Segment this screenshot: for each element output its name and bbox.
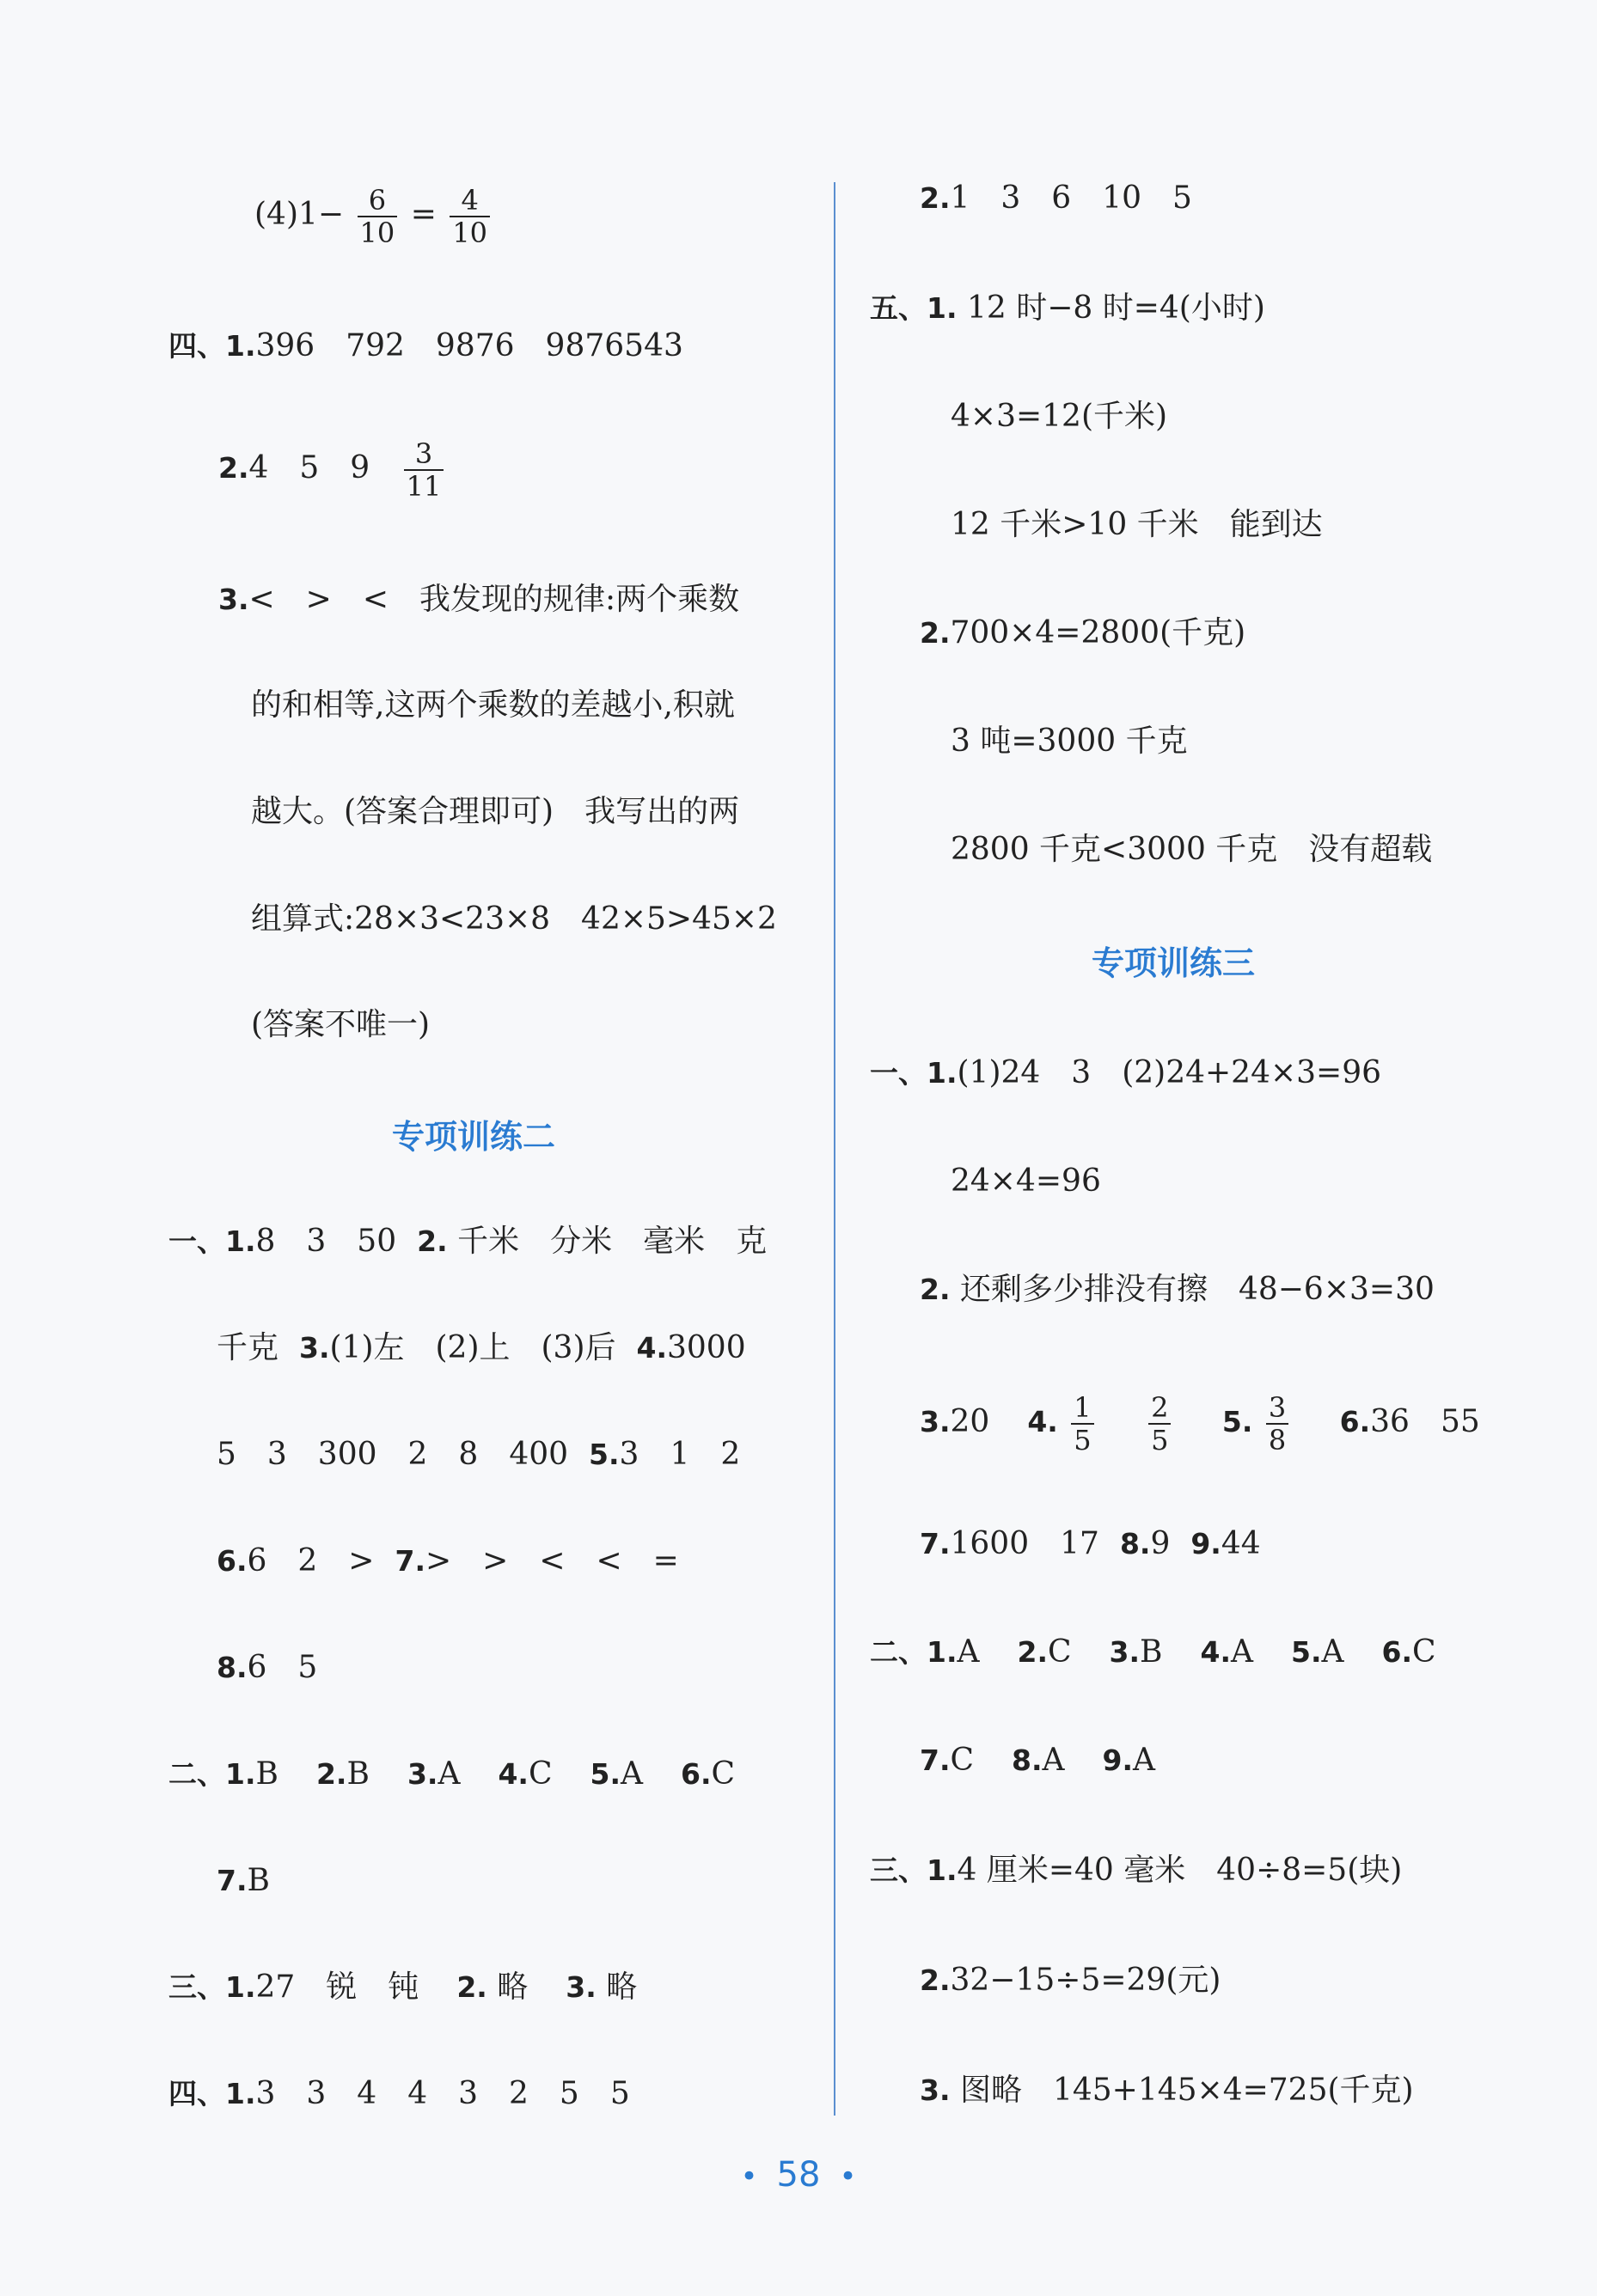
question-label: 7. (395, 1544, 425, 1578)
answer-text: 千克 (217, 1330, 279, 1365)
question-label: 5. (1221, 1405, 1253, 1438)
numerator: 2 (1148, 1392, 1171, 1425)
answer-text: 27 锐 钝 (255, 1969, 419, 2005)
answer-line (218, 438, 447, 502)
answer-line (217, 1542, 679, 1581)
answer-line (254, 185, 493, 248)
question-label: 4. (1200, 1635, 1232, 1669)
answer-text: B (1140, 1634, 1163, 1670)
question-label: 二、1. (168, 1757, 256, 1791)
question-label: 一、1. (168, 1224, 256, 1258)
answer-text: 3 1 2 (619, 1437, 741, 1472)
answer-text: < > < 我发现的规律:两个乘数 (248, 582, 740, 617)
question-label: 五、1. (870, 291, 958, 325)
denominator: 5 (1074, 1424, 1092, 1456)
numerator: 6 (358, 185, 398, 217)
fraction (450, 185, 490, 248)
question-label: 2. (920, 181, 951, 215)
question-label: 2. (315, 1757, 347, 1791)
answer-text: 396 792 9876 9876543 (255, 328, 683, 363)
answer-line (168, 1755, 735, 1794)
answer-line (217, 1861, 270, 1901)
answer-text: 1 3 6 10 5 (950, 180, 1192, 216)
answer-text: 36 55 (1370, 1404, 1480, 1439)
answer-text: 略 (497, 1969, 529, 2005)
answer-text: A (1133, 1743, 1156, 1778)
denominator: 5 (1151, 1424, 1169, 1456)
answer-line (217, 1435, 740, 1475)
answer-text: C (1048, 1634, 1072, 1670)
question-label: 6. (1381, 1635, 1413, 1669)
text: (4)1− (254, 197, 345, 232)
question-label: 3. (1109, 1635, 1141, 1669)
question-label: 7. (920, 1527, 951, 1560)
answer-text: A (1042, 1743, 1065, 1778)
answer-text: 8 3 50 (255, 1224, 397, 1259)
answer-text: 6 5 (247, 1650, 318, 1685)
dot-icon: • (740, 2159, 758, 2194)
answer-text: 6 2 > (247, 1543, 375, 1578)
answer-text: 4 厘米=40 毫米 40÷8=5(块) (957, 1853, 1403, 1888)
answer-text: 4×3=12(千米) (951, 399, 1168, 434)
page-number (0, 2155, 1597, 2195)
question-label: 6. (680, 1757, 712, 1791)
question-label: 9. (1190, 1527, 1221, 1560)
question-label: 2. (920, 1273, 951, 1306)
answer-text: A (620, 1756, 643, 1792)
denominator: 11 (406, 470, 442, 503)
answer-line (168, 1222, 767, 1261)
answer-text: A (437, 1756, 461, 1792)
question-label: 3. (299, 1331, 330, 1365)
answer-text: 4 5 9 (248, 450, 370, 485)
answer-text: 越大。(答案合理即可) 我写出的两 (251, 794, 740, 829)
question-label: 4. (498, 1757, 529, 1791)
question-label: 6. (217, 1544, 248, 1578)
fraction (1071, 1392, 1093, 1456)
question-label: 3. (218, 583, 249, 616)
question-label: 四、1. (168, 2077, 256, 2110)
answer-line (920, 1524, 1261, 1564)
answer-text: 略 (606, 1969, 638, 2005)
question-label: 3. (920, 1405, 951, 1438)
answer-text: 700×4=2800(千克) (950, 615, 1246, 650)
question-label: 4. (636, 1331, 667, 1365)
answer-text: B (346, 1756, 370, 1792)
answer-text: 还剩多少排没有擦 48−6×3=30 (959, 1272, 1435, 1307)
question-label: 7. (217, 1864, 248, 1897)
answer-text: (1)左 (2)上 (3)后 (329, 1330, 616, 1365)
answer-line (870, 1053, 1381, 1093)
section-title: 专项训练三 (1092, 944, 1256, 982)
question-label: 6. (1339, 1405, 1371, 1438)
answer-line (920, 1741, 1155, 1780)
answer-line (870, 1851, 1402, 1890)
question-label: 8. (1012, 1743, 1043, 1777)
answer-text: C (1412, 1634, 1436, 1670)
answer-line (920, 1270, 1435, 1310)
text: = (410, 197, 437, 232)
answer-text: C (711, 1756, 736, 1792)
question-label: 2. (920, 1963, 951, 1997)
numerator: 1 (1071, 1392, 1093, 1425)
page-number-value: 58 (776, 2155, 821, 2195)
answer-text: C (528, 1756, 553, 1792)
question-label: 四、1. (168, 329, 256, 363)
answer-text: 3 3 4 4 3 2 5 5 (255, 2076, 630, 2111)
denominator: 8 (1268, 1424, 1287, 1456)
question-label: 8. (217, 1651, 248, 1684)
question-label: 5. (1291, 1635, 1322, 1669)
answer-text: 24×4=96 (951, 1163, 1101, 1199)
question-label: 2. (417, 1224, 448, 1258)
answer-line (870, 289, 1265, 328)
answer-text: A (1321, 1634, 1344, 1670)
answer-line (217, 1648, 317, 1688)
question-label: 7. (920, 1743, 951, 1777)
answer-text: B (247, 1863, 270, 1898)
answer-text: 32−15÷5=29(元) (950, 1963, 1221, 1998)
answer-line (920, 179, 1192, 218)
question-label: 9. (1102, 1743, 1134, 1777)
answer-text: 图略 145+145×4=725(千克) (959, 2073, 1414, 2108)
fraction (404, 438, 444, 502)
denominator: 10 (359, 217, 395, 249)
answer-text: 3000 (667, 1330, 746, 1365)
question-label: 5. (589, 1438, 620, 1471)
section-title: 专项训练二 (392, 1118, 556, 1156)
answer-line (920, 1961, 1221, 2000)
answer-text: 12 时−8 时=4(小时) (966, 290, 1265, 326)
answer-text: (1)24 3 (2)24+24×3=96 (957, 1055, 1382, 1090)
answer-text: > > < < = (425, 1543, 679, 1578)
answer-text: 1600 17 (950, 1526, 1099, 1561)
fraction (358, 185, 398, 248)
answer-line (168, 1968, 637, 2007)
question-label: 三、1. (870, 1853, 958, 1887)
question-label: 2. (218, 451, 249, 485)
answer-line (920, 2071, 1414, 2110)
question-label: 3. (566, 1970, 597, 2004)
answer-text: 组算式:28×3<23×8 42×5>45×2 (251, 901, 777, 937)
answer-line (168, 2074, 630, 2114)
answer-line (870, 1633, 1436, 1672)
question-label: 二、1. (870, 1635, 958, 1669)
answer-text: 3 吨=3000 千克 (951, 724, 1188, 759)
question-label: 3. (407, 1757, 438, 1791)
answer-line (168, 327, 683, 366)
answer-text: 44 (1221, 1526, 1261, 1561)
column-divider (834, 182, 835, 2116)
question-label: 3. (920, 2073, 951, 2107)
answer-text: 20 (950, 1404, 990, 1439)
answer-text: B (255, 1756, 278, 1792)
answer-text: A (1231, 1634, 1254, 1670)
question-label: 4. (1027, 1405, 1058, 1438)
answer-text: A (957, 1634, 980, 1670)
answer-text: (答案不唯一) (251, 1007, 431, 1042)
question-label: 5. (590, 1757, 621, 1791)
question-label: 三、1. (168, 1970, 256, 2004)
question-label: 8. (1119, 1527, 1151, 1560)
answer-text: 千米 分米 毫米 克 (457, 1224, 768, 1259)
answer-line (218, 580, 739, 620)
denominator: 10 (452, 217, 488, 249)
answer-line (920, 614, 1245, 653)
fraction (1148, 1392, 1171, 1456)
answer-line (920, 1392, 1480, 1456)
question-label: 一、1. (870, 1056, 958, 1090)
question-label: 2. (456, 1970, 487, 2004)
dot-icon: • (839, 2159, 857, 2194)
answer-text: C (950, 1743, 975, 1778)
numerator: 3 (404, 438, 444, 471)
numerator: 4 (450, 185, 490, 217)
answer-text: 2800 千克<3000 千克 没有超载 (951, 832, 1433, 867)
answer-line (217, 1328, 746, 1368)
question-label: 2. (920, 616, 951, 650)
numerator: 3 (1266, 1392, 1288, 1425)
answer-text: 12 千米>10 千米 能到达 (951, 507, 1323, 542)
question-label: 2. (1017, 1635, 1048, 1669)
answer-text: 的和相等,这两个乘数的差越小,积就 (251, 687, 735, 723)
answer-text: 9 (1150, 1526, 1171, 1561)
answer-text: 5 3 300 2 8 400 (217, 1437, 569, 1472)
fraction (1266, 1392, 1288, 1456)
